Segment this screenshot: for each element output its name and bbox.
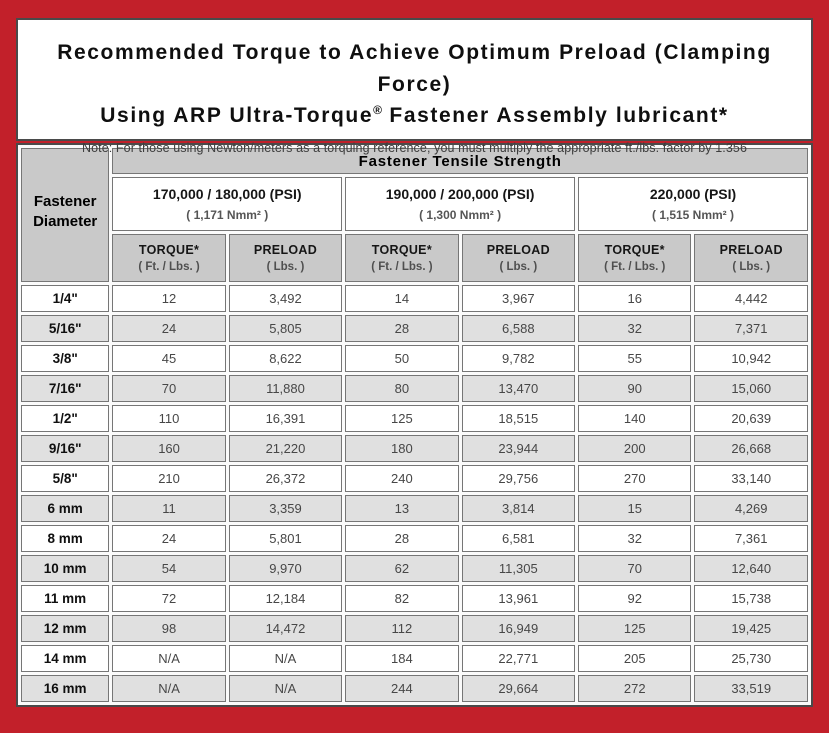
value-cell: 272 [578,675,691,702]
value-cell: 16,391 [229,405,342,432]
diameter-cell: 5/16" [21,315,109,342]
value-cell: 180 [345,435,458,462]
value-cell: N/A [229,675,342,702]
nmm-value: ( 1,515 Nmm² ) [651,208,735,222]
table-row [21,645,808,672]
value-cell: 21,220 [229,435,342,462]
value-cell: 10,942 [694,345,808,372]
value-cell: 125 [578,615,691,642]
value-cell: 20,639 [694,405,808,432]
value-cell: 13,961 [462,585,575,612]
preload-header-3: PRELOAD ( Lbs. ) [694,234,808,282]
value-cell: 14,472 [229,615,342,642]
value-cell: 22,771 [462,645,575,672]
value-cell: 205 [578,645,691,672]
value-cell: 6,581 [462,525,575,552]
tensile-strength-header: Fastener Tensile Strength [112,148,808,174]
value-cell: 200 [578,435,691,462]
psi-value: 220,000 (PSI) [649,186,737,202]
diameter-cell: 1/2" [21,405,109,432]
value-cell: 80 [345,375,458,402]
psi-value: 170,000 / 180,000 (PSI) [152,186,302,202]
torque-header-1: TORQUE* ( Ft. / Lbs. ) [112,234,225,282]
value-cell: 15,060 [694,375,808,402]
value-cell: 82 [345,585,458,612]
table-body [21,285,808,702]
value-cell: 5,801 [229,525,342,552]
value-cell: 55 [578,345,691,372]
nmm-value: ( 1,171 Nmm² ) [186,208,269,222]
value-cell: 16,949 [462,615,575,642]
psi-group-170-180 [112,177,342,231]
value-cell: 23,944 [462,435,575,462]
value-cell: 24 [112,525,225,552]
table-row [21,435,808,462]
value-cell: 12 [112,285,225,312]
value-cell: 19,425 [694,615,808,642]
diameter-cell: 16 mm [21,675,109,702]
table-row [21,345,808,372]
value-cell: 6,588 [462,315,575,342]
value-cell: 9,782 [462,345,575,372]
value-cell: 140 [578,405,691,432]
diameter-cell: 10 mm [21,555,109,582]
value-cell: 33,519 [694,675,808,702]
value-cell: 9,970 [229,555,342,582]
value-cell: 4,269 [694,495,808,522]
value-cell: 90 [578,375,691,402]
registered-trademark-symbol: ® [373,103,382,117]
value-cell: 13 [345,495,458,522]
preload-header-1: PRELOAD ( Lbs. ) [229,234,342,282]
value-cell: 7,361 [694,525,808,552]
value-cell: 11,880 [229,375,342,402]
psi-value: 190,000 / 200,000 (PSI) [385,186,535,202]
value-cell: 70 [112,375,225,402]
value-cell: 33,140 [694,465,808,492]
value-cell: 92 [578,585,691,612]
value-cell: 4,442 [694,285,808,312]
value-cell: 112 [345,615,458,642]
table-row [21,585,808,612]
table-row [21,405,808,432]
value-cell: 32 [578,315,691,342]
value-cell: 3,492 [229,285,342,312]
psi-group-220 [578,177,808,231]
diameter-cell: 3/8" [21,345,109,372]
value-cell: 125 [345,405,458,432]
value-cell: 98 [112,615,225,642]
value-cell: 32 [578,525,691,552]
diameter-cell: 12 mm [21,615,109,642]
table-row [21,525,808,552]
diameter-cell: 5/8" [21,465,109,492]
value-cell: 28 [345,525,458,552]
table-row [21,615,808,642]
diameter-column-header: Fastener Diameter [21,148,109,282]
title-line-2: Using ARP Ultra-Torque® Fastener Assembly lubricant* [100,103,729,127]
value-cell: 18,515 [462,405,575,432]
value-cell: 160 [112,435,225,462]
table-row [21,675,808,702]
value-cell: 62 [345,555,458,582]
torque-table [16,140,813,707]
title-box [16,18,813,155]
table-row [21,315,808,342]
value-cell: 15,738 [694,585,808,612]
table-row [21,555,808,582]
value-cell: 12,640 [694,555,808,582]
value-cell: 29,756 [462,465,575,492]
value-cell: 184 [345,645,458,672]
diameter-cell: 8 mm [21,525,109,552]
table-header [21,148,808,282]
value-cell: 3,967 [462,285,575,312]
value-cell: 13,470 [462,375,575,402]
diameter-cell: 9/16" [21,435,109,462]
diameter-cell: 6 mm [21,495,109,522]
value-cell: 29,664 [462,675,575,702]
table-row [21,285,808,312]
value-cell: 26,668 [694,435,808,462]
title-line-1: Recommended Torque to Achieve Optimum Preload (Clamping Force) [57,41,772,96]
value-cell: 244 [345,675,458,702]
value-cell: N/A [112,675,225,702]
value-cell: 7,371 [694,315,808,342]
psi-group-row [21,177,808,231]
psi-group-190-200 [345,177,575,231]
torque-preload-row [21,234,808,282]
value-cell: 25,730 [694,645,808,672]
diameter-cell: 7/16" [21,375,109,402]
torque-header-3: TORQUE* ( Ft. / Lbs. ) [578,234,691,282]
value-cell: 15 [578,495,691,522]
diameter-cell: 1/4" [21,285,109,312]
torque-header-2: TORQUE* ( Ft. / Lbs. ) [345,234,458,282]
nmm-value: ( 1,300 Nmm² ) [419,208,502,222]
value-cell: 240 [345,465,458,492]
preload-header-2: PRELOAD ( Lbs. ) [462,234,575,282]
value-cell: N/A [112,645,225,672]
value-cell: N/A [229,645,342,672]
value-cell: 110 [112,405,225,432]
value-cell: 5,805 [229,315,342,342]
value-cell: 26,372 [229,465,342,492]
value-cell: 11 [112,495,225,522]
content-frame [16,18,813,707]
value-cell: 70 [578,555,691,582]
value-cell: 16 [578,285,691,312]
value-cell: 24 [112,315,225,342]
value-cell: 54 [112,555,225,582]
table-row [21,375,808,402]
value-cell: 50 [345,345,458,372]
value-cell: 72 [112,585,225,612]
value-cell: 3,359 [229,495,342,522]
value-cell: 12,184 [229,585,342,612]
table-row [21,495,808,522]
note-text: Note: For those using Newton/meters as a torquing reference, you must multiply the appropriate ft./lbs. factor by 1.356 [81,140,747,155]
diameter-cell: 14 mm [21,645,109,672]
page-title [18,37,811,132]
value-cell: 270 [578,465,691,492]
diameter-cell: 11 mm [21,585,109,612]
value-cell: 210 [112,465,225,492]
value-cell: 3,814 [462,495,575,522]
table-row [21,465,808,492]
value-cell: 11,305 [462,555,575,582]
value-cell: 8,622 [229,345,342,372]
value-cell: 45 [112,345,225,372]
value-cell: 28 [345,315,458,342]
value-cell: 14 [345,285,458,312]
